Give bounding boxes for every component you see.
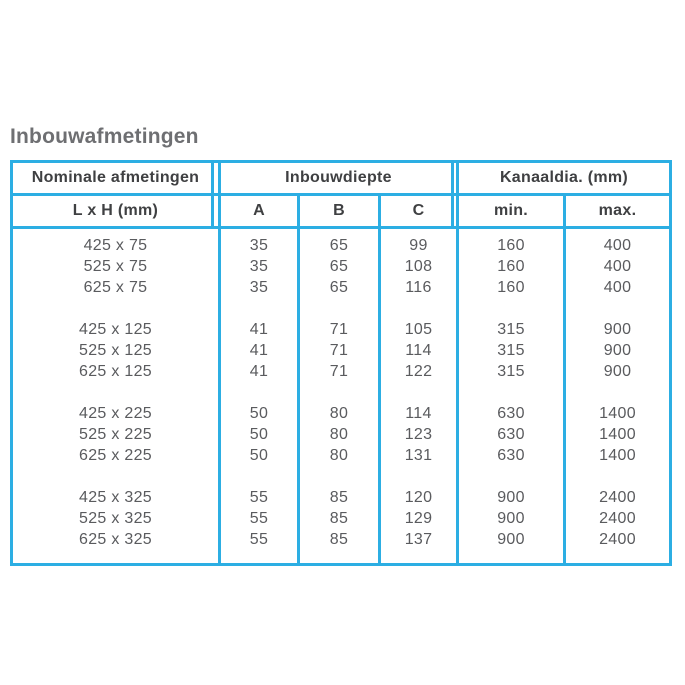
table-cell: 55 xyxy=(249,489,269,506)
row-group xyxy=(300,319,378,382)
table-cell: 35 xyxy=(249,237,269,254)
table-cell: 71 xyxy=(329,363,349,380)
table-cell: 900 xyxy=(603,342,632,359)
table-cell: 630 xyxy=(497,426,525,443)
header-section-divider xyxy=(211,163,214,229)
table-cell: 425 x 75 xyxy=(83,237,148,254)
table-cell: 625 x 325 xyxy=(79,531,152,548)
table-column-l-x-h xyxy=(13,229,218,563)
table-cell: 625 x 125 xyxy=(79,363,152,380)
table-cell: 85 xyxy=(329,489,349,506)
row-group xyxy=(381,403,456,466)
table-cell: 160 xyxy=(497,279,525,296)
table-cell: 71 xyxy=(329,321,349,338)
table-cell: 525 x 75 xyxy=(83,258,148,275)
table-cell: 105 xyxy=(404,321,433,338)
row-group xyxy=(221,235,297,298)
table-column-max xyxy=(566,229,669,563)
dimensions-table xyxy=(10,160,672,566)
table-cell: 630 xyxy=(497,447,525,464)
row-group xyxy=(300,235,378,298)
table-cell: 900 xyxy=(497,510,525,527)
table-cell: 114 xyxy=(405,342,432,359)
table-cell: 85 xyxy=(329,510,349,527)
table-cell: 123 xyxy=(404,426,433,443)
table-cell: 400 xyxy=(603,237,632,254)
table-cell: 137 xyxy=(404,531,433,548)
table-column-b xyxy=(300,229,378,563)
table-cell: 65 xyxy=(329,279,349,296)
table-cell: 315 xyxy=(497,363,525,380)
table-cell: 120 xyxy=(404,489,433,506)
table-cell: 41 xyxy=(249,321,269,338)
table-cell: 50 xyxy=(249,426,269,443)
table-cell: 425 x 125 xyxy=(79,321,152,338)
table-cell: 80 xyxy=(329,405,349,422)
table-cell: 35 xyxy=(249,279,269,296)
table-cell: 99 xyxy=(409,237,428,254)
table-cell: 41 xyxy=(249,363,269,380)
table-cell: 525 x 125 xyxy=(79,342,152,359)
row-group xyxy=(459,235,563,298)
table-column-min xyxy=(459,229,563,563)
table-cell: 55 xyxy=(249,531,269,548)
subheader-l-x-h: L x H (mm) xyxy=(13,196,218,226)
row-group xyxy=(221,487,297,550)
table-cell: 122 xyxy=(404,363,433,380)
table-cell: 71 xyxy=(329,342,349,359)
subheader-c: C xyxy=(381,196,456,226)
row-group xyxy=(221,403,297,466)
table-cell: 525 x 225 xyxy=(79,426,152,443)
subheader-a: A xyxy=(221,196,297,226)
table-cell: 55 xyxy=(249,510,269,527)
table-cell: 50 xyxy=(249,447,269,464)
table-cell: 41 xyxy=(249,342,269,359)
row-group xyxy=(566,487,669,550)
table-cell: 425 x 225 xyxy=(79,405,152,422)
subheader-max: max. xyxy=(566,196,669,226)
table-cell: 1400 xyxy=(599,426,636,443)
subheader-b: B xyxy=(300,196,378,226)
table-cell: 2400 xyxy=(599,510,636,527)
table-cell: 425 x 325 xyxy=(79,489,152,506)
row-group xyxy=(13,319,218,382)
table-cell: 129 xyxy=(404,510,433,527)
row-group xyxy=(13,403,218,466)
row-group xyxy=(459,403,563,466)
table-cell: 65 xyxy=(329,237,349,254)
row-group xyxy=(381,487,456,550)
header-inbouwdiepte: Inbouwdiepte xyxy=(221,163,456,193)
row-group xyxy=(300,487,378,550)
row-group xyxy=(13,487,218,550)
table-cell: 625 x 225 xyxy=(79,447,152,464)
table-cell: 35 xyxy=(249,258,269,275)
page-title: Inbouwafmetingen xyxy=(10,125,199,148)
subheader-min: min. xyxy=(459,196,563,226)
header-section-divider xyxy=(451,163,454,229)
table-cell: 400 xyxy=(603,258,632,275)
table-cell: 1400 xyxy=(599,405,636,422)
table-cell: 2400 xyxy=(599,489,636,506)
table-cell: 80 xyxy=(329,426,349,443)
table-column-c xyxy=(381,229,456,563)
table-cell: 525 x 325 xyxy=(79,510,152,527)
table-cell: 131 xyxy=(404,447,433,464)
header-nominale-afmetingen: Nominale afmetingen xyxy=(13,163,218,193)
table-column-a xyxy=(221,229,297,563)
row-group xyxy=(459,487,563,550)
table-cell: 160 xyxy=(497,237,525,254)
table-cell: 1400 xyxy=(599,447,636,464)
table-cell: 900 xyxy=(603,321,632,338)
table-cell: 900 xyxy=(497,531,525,548)
table-cell: 315 xyxy=(497,342,525,359)
table-cell: 50 xyxy=(249,405,269,422)
row-group xyxy=(381,319,456,382)
table-cell: 80 xyxy=(329,447,349,464)
table-cell: 114 xyxy=(405,405,432,422)
table-cell: 900 xyxy=(603,363,632,380)
table-cell: 900 xyxy=(497,489,525,506)
row-group xyxy=(566,235,669,298)
row-group xyxy=(13,235,218,298)
table-cell: 625 x 75 xyxy=(83,279,148,296)
table-cell: 160 xyxy=(497,258,525,275)
row-group xyxy=(566,319,669,382)
row-group xyxy=(300,403,378,466)
table-cell: 315 xyxy=(497,321,525,338)
row-group xyxy=(459,319,563,382)
table-cell: 65 xyxy=(329,258,349,275)
header-kanaaldia: Kanaaldia. (mm) xyxy=(459,163,669,193)
row-group xyxy=(566,403,669,466)
table-cell: 2400 xyxy=(599,531,636,548)
table-cell: 400 xyxy=(603,279,632,296)
table-cell: 630 xyxy=(497,405,525,422)
table-cell: 108 xyxy=(404,258,433,275)
table-cell: 116 xyxy=(405,279,432,296)
row-group xyxy=(381,235,456,298)
row-group xyxy=(221,319,297,382)
table-cell: 85 xyxy=(329,531,349,548)
